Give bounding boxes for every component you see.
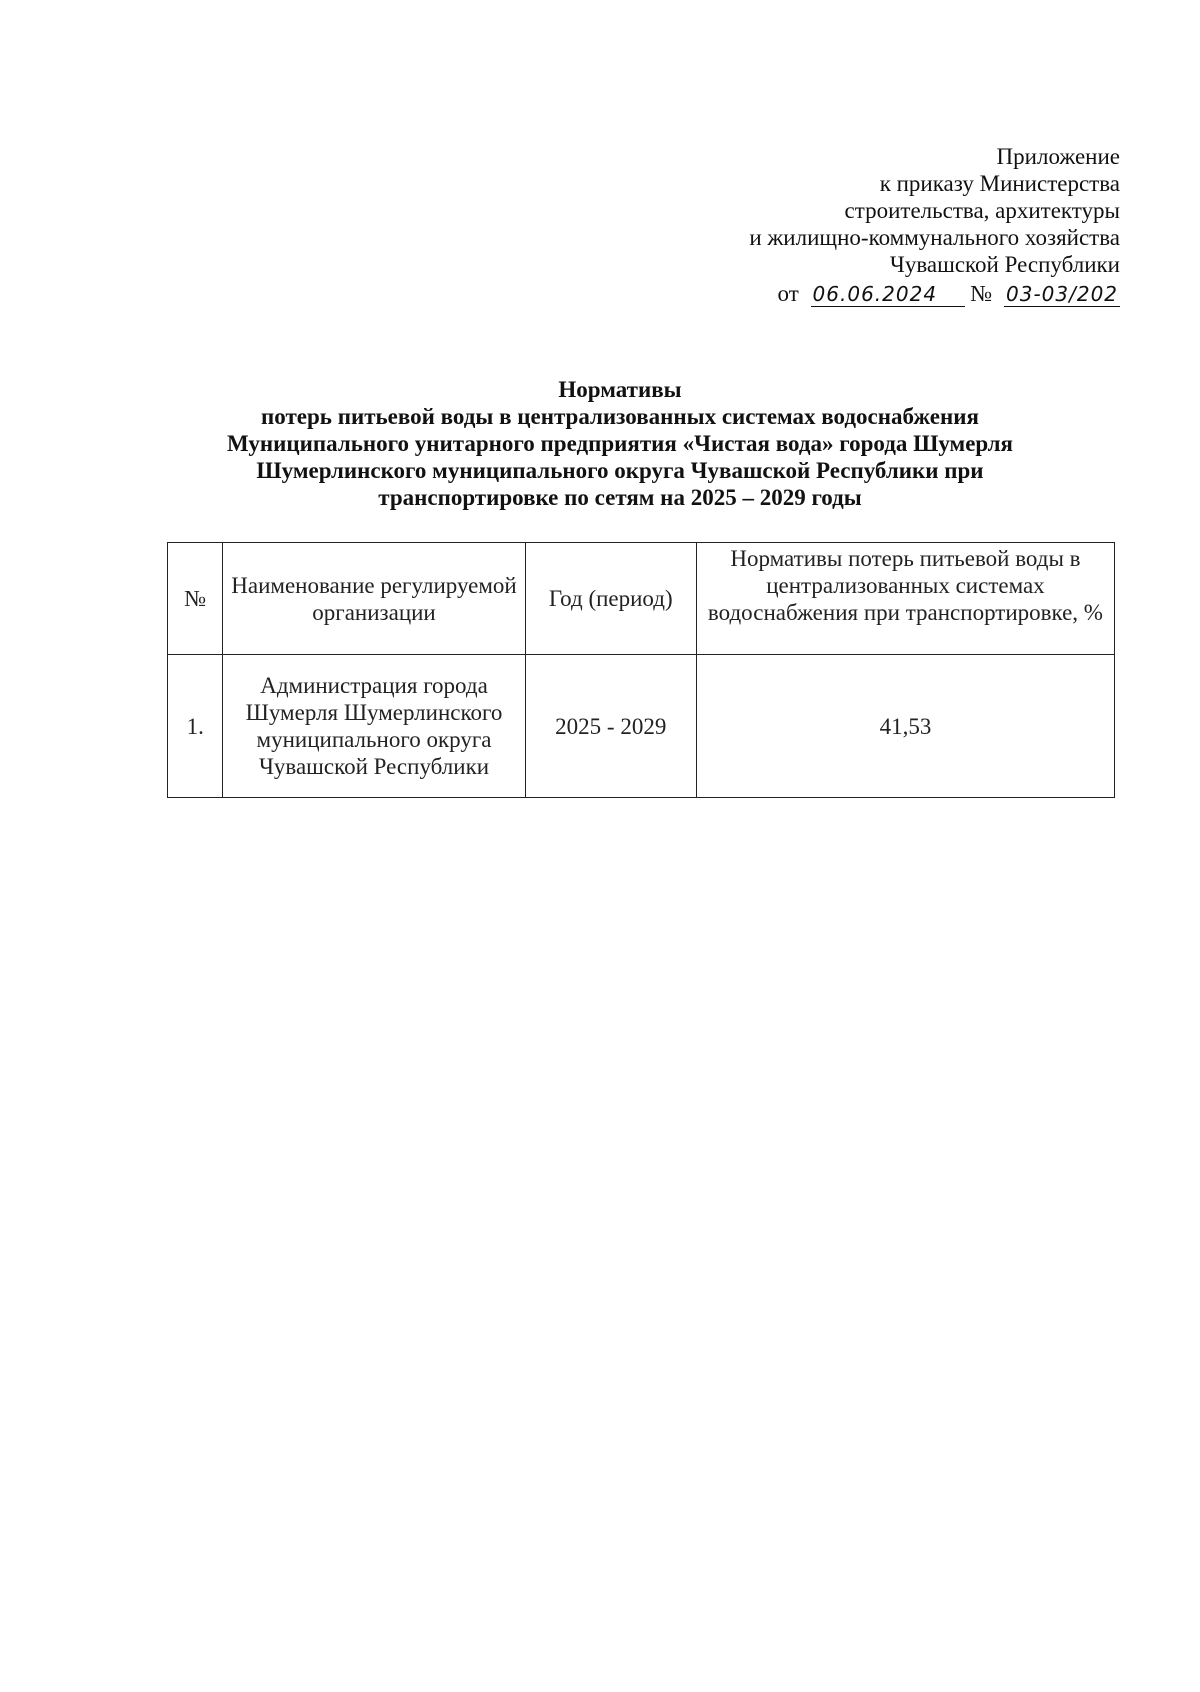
header-year: Год (период) bbox=[525, 543, 696, 655]
document-title bbox=[160, 376, 1080, 511]
order-reference bbox=[600, 280, 1120, 307]
cell-num: 1. bbox=[168, 655, 223, 798]
cell-norm: 41,53 bbox=[696, 655, 1114, 798]
title-heading: Нормативы bbox=[558, 377, 682, 402]
cell-year: 2025 - 2029 bbox=[525, 655, 696, 798]
order-number-handwritten: 03-03/202 bbox=[1006, 282, 1119, 306]
appendix-block bbox=[600, 143, 1120, 307]
cell-organization: Администрация города Шумерля Шумерлинского муниципального округа Чувашской Республики bbox=[223, 655, 525, 798]
header-num: № bbox=[168, 543, 223, 655]
title-line: транспортировке по сетям на 2025 – 2029 годы bbox=[378, 485, 862, 510]
table-header-row bbox=[168, 543, 1115, 655]
appendix-line: и жилищно-коммунального хозяйства bbox=[749, 225, 1120, 250]
header-norm: Нормативы потерь питьевой воды в централизованных системах водоснабжения при транспортировке, % bbox=[696, 543, 1114, 655]
title-line: Муниципального унитарного предприятия «Чистая вода» города Шумерля bbox=[227, 431, 1013, 456]
appendix-line: строительства, архитектуры bbox=[844, 198, 1120, 223]
appendix-line: к приказу Министерства bbox=[879, 171, 1120, 196]
norms-table bbox=[167, 542, 1115, 798]
order-number-label: № bbox=[970, 281, 993, 306]
header-organization: Наименование регулируемой организации bbox=[223, 543, 525, 655]
order-prefix: от bbox=[777, 281, 799, 306]
title-line: потерь питьевой воды в централизованных системах водоснабжения bbox=[261, 404, 979, 429]
appendix-line: Приложение bbox=[996, 144, 1120, 169]
table-row bbox=[168, 655, 1115, 798]
order-date-handwritten: 06.06.2024 bbox=[811, 282, 965, 307]
title-line: Шумерлинского муниципального округа Чувашской Республики при bbox=[256, 458, 984, 483]
appendix-line: Чувашской Республики bbox=[889, 252, 1120, 277]
